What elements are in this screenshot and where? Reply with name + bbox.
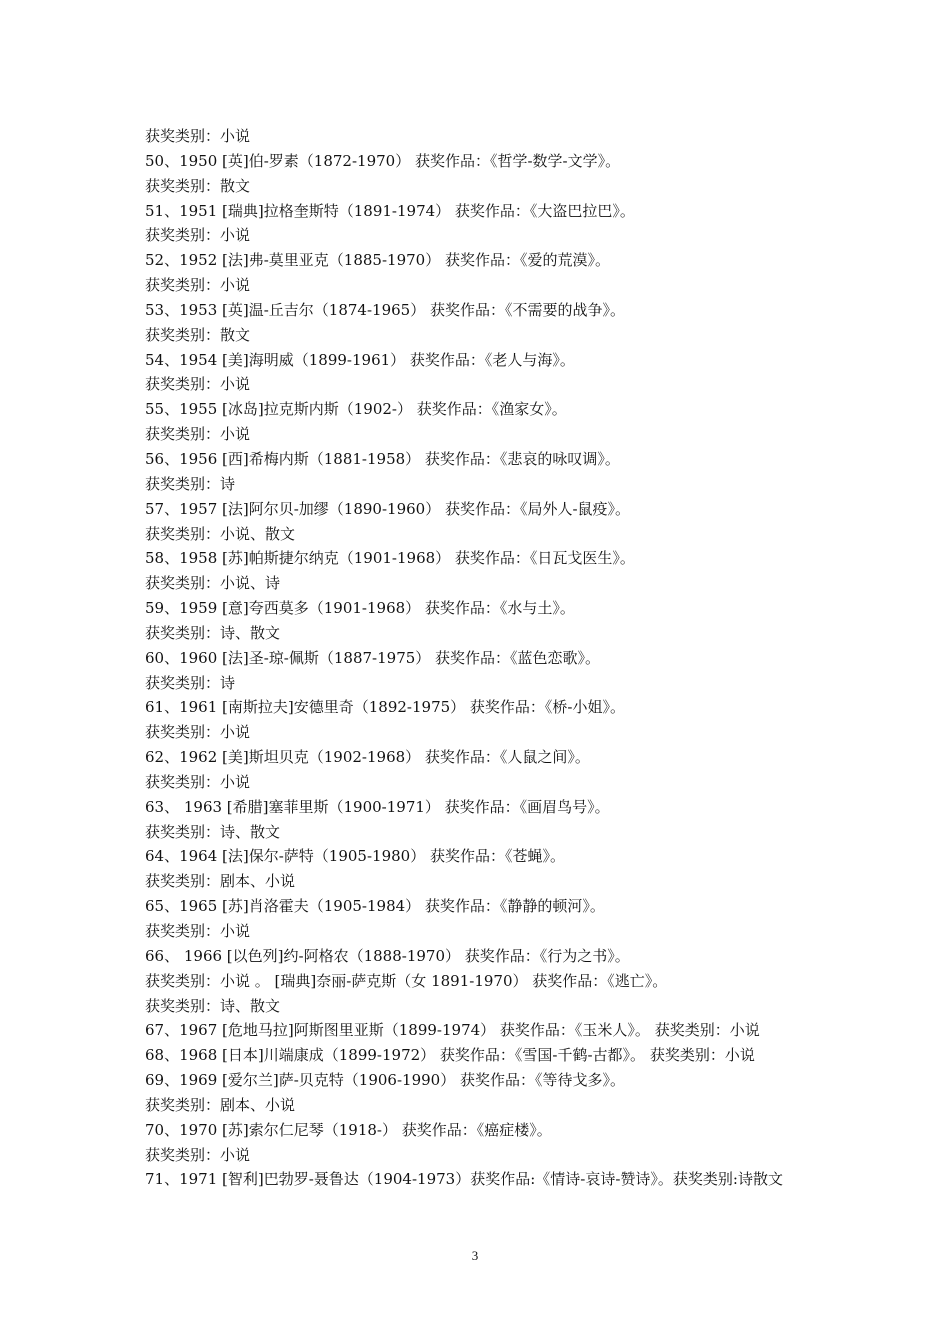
text-line: 71、1971 [智利]巴勃罗-聂鲁达（1904-1973）获奖作品:《情诗-哀诗-赞诗》。获奖类别:诗散文 [145, 1170, 783, 1189]
text-line: 获奖类别：剧本、小说 [145, 872, 296, 891]
text-line: 52、1952 [法]弗-莫里亚克（1885-1970） 获奖作品：《爱的荒漠》。 [145, 251, 610, 270]
text-line: 获奖类别：诗、散文 [145, 996, 281, 1015]
text-line: 获奖类别：诗 [145, 673, 236, 692]
text-line: 获奖类别：小说、诗 [145, 574, 281, 593]
text-line: 53、1953 [英]温-丘吉尔（1874-1965） 获奖作品：《不需要的战争》。 [145, 300, 625, 319]
text-line: 56、1956 [西]希梅内斯（1881-1958） 获奖作品：《悲哀的咏叹调》。 [145, 449, 620, 468]
text-line: 51、1951 [瑞典]拉格奎斯特（1891-1974） 获奖作品：《大盗巴拉巴》。 [145, 201, 635, 220]
text-line: 获奖类别：小说 。 [瑞典]奈丽-萨克斯（女 1891-1970） 获奖作品：《逃亡》。 [145, 971, 668, 990]
text-line: 70、1970 [苏]索尔仁尼琴（1918-） 获奖作品：《癌症楼》。 [145, 1120, 552, 1139]
text-line: 获奖类别：小说 [145, 226, 251, 245]
text-line: 获奖类别：小说 [145, 723, 251, 742]
text-line: 获奖类别：小说 [145, 772, 251, 791]
text-line: 58、1958 [苏]帕斯捷尔纳克（1901-1968） 获奖作品：《日瓦戈医生》。 [145, 549, 635, 568]
text-line: 67、1967 [危地马拉]阿斯图里亚斯（1899-1974） 获奖作品：《玉米人》。 获奖类别：小说 [145, 1021, 760, 1040]
text-line: 获奖类别：散文 [145, 325, 251, 344]
text-line: 获奖类别：剧本、小说 [145, 1095, 296, 1114]
text-line: 获奖类别：散文 [145, 176, 251, 195]
text-line: 获奖类别：诗、散文 [145, 822, 281, 841]
text-line: 64、1964 [法]保尔-萨特（1905-1980） 获奖作品：《苍蝇》。 [145, 847, 565, 866]
text-line: 66、 1966 [以色列]约-阿格农（1888-1970） 获奖作品：《行为之书》。 [145, 946, 630, 965]
text-line: 获奖类别：小说 [145, 276, 251, 295]
text-line: 57、1957 [法]阿尔贝-加缪（1890-1960） 获奖作品：《局外人-鼠疫》。 [145, 499, 631, 518]
text-line: 获奖类别：诗、散文 [145, 623, 281, 642]
text-line: 获奖类别：诗 [145, 474, 236, 493]
text-line: 68、1968 [日本]川端康成（1899-1972） 获奖作品：《雪国-千鹤-古都》。 获奖类别：小说 [145, 1046, 755, 1065]
text-line: 65、1965 [苏]肖洛霍夫（1905-1984） 获奖作品：《静静的顿河》。 [145, 897, 605, 916]
text-line: 获奖类别：小说 [145, 922, 251, 940]
text-line: 59、1959 [意]夸西莫多（1901-1968） 获奖作品：《水与土》。 [145, 599, 575, 618]
page-number: 3 [471, 1248, 479, 1263]
text-line: 54、1954 [美]海明威（1899-1961） 获奖作品：《老人与海》。 [145, 350, 575, 369]
document-body [145, 124, 825, 1192]
text-line: 获奖类别：小说 [145, 127, 251, 145]
text-line: 63、 1963 [希腊]塞菲里斯（1900-1971） 获奖作品：《画眉鸟号》。 [145, 797, 610, 816]
text-line: 获奖类别：小说、散文 [145, 524, 296, 543]
text-line: 69、1969 [爱尔兰]萨-贝克特（1906-1990） 获奖作品：《等待戈多》。 [145, 1071, 625, 1090]
text-line: 61、1961 [南斯拉夫]安德里奇（1892-1975） 获奖作品：《桥-小姐》。 [145, 698, 625, 717]
text-line: 获奖类别：小说 [145, 1145, 251, 1164]
text-line: 62、1962 [美]斯坦贝克（1902-1968） 获奖作品：《人鼠之间》。 [145, 748, 590, 767]
text-line: 获奖类别：小说 [145, 425, 251, 444]
text-line: 60、1960 [法]圣-琼-佩斯（1887-1975） 获奖作品：《蓝色恋歌》。 [145, 648, 601, 667]
text-line: 55、1955 [冰岛]拉克斯内斯（1902-） 获奖作品：《渔家女》。 [145, 400, 567, 419]
text-line: 获奖类别：小说 [145, 375, 251, 394]
text-line: 50、1950 [英]伯-罗素（1872-1970） 获奖作品：《哲学-数学-文学》。 [145, 151, 621, 170]
